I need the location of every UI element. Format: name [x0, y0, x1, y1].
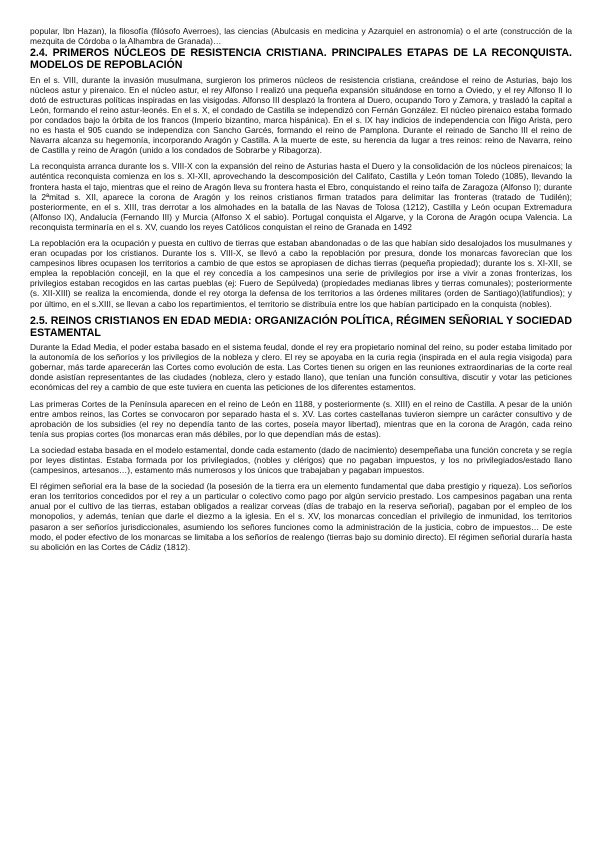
section-2-5-paragraph: Las primeras Cortes de la Península aparecen en el reino de León en 1188, y posteriormente (s. XIII) en el reino de Castilla. A pesar de la unión entre ambos reinos, las Cortes se convocaron por separado hasta el s. XV. Las cortes castellanas tuvieron siempre un carácter consultivo y de aprobación de los subsidies (el rey no dependía tanto de las cortes, poseía mayor libertad), mientras que en la corona de Aragón, cada reino tenía sus propias cortes (los monarcas eran más débiles, por lo que dependían más de estas).: [30, 398, 572, 439]
section-2-4-paragraph: La repoblación era la ocupación y puesta en cultivo de tierras que estaban abandonadas o de las que habían sido desalojados los musulmanes y eran ocupadas por los cristianos. Durante los s. VIII-X, se llevó a cabo la repoblación por presura, donde los monarcas favorecían que los campesinos libres ocupasen los territorios a cambio de que estos se apropiasen de dichas tierras (pequeña propiedad); durante los s. XI-XII, se emplea la repoblación concejil, en la que el rey concedía a los campesinos una serie de privilegios por irse a vivir a zonas fronterizas, los privilegios estaban recogidos en las cartas pueblas (ej: Fuero de Sepúlveda) (propiedades medianas libres y tierras comunales); posteriormente (s. XII-XIII) se realiza la encomienda, donde el rey otorga la defensa de los territorios a las órdenes militares (orden de Santiago)(latifundios); y por último, en el s.XIII, se llevan a cabo los repartimientos, el territorio se distribuía entre los que habían participado en la conquista (nobles).: [30, 238, 572, 309]
section-2-4-paragraph: La reconquista arranca durante los s. VIII-X con la expansión del reino de Asturias hasta el Duero y la consolidación de los núcleos pirenaicos; la auténtica reconquista comienza en los s. XI-XII, aprovechando la descomposición del Califato, Castilla y León toman Toledo (1085), llevando la frontera hasta el tajo, mientras que el reino de Aragón lleva su frontera hasta el Ebro, conquistando el reino taifa de Zaragoza (Alfonso I); durante la 2ªmitad s. XII, aparece la corona de Aragón y los reinos cristianos firman tratados para delimitar las fronteras (tratado de Tudilén); posteriormente, en el s. XIII, tras derrotar a los almohades en la batalla de las Navas de Tolosa (1212), Castilla y León ocupan Extremadura (Alfonso IX), Andalucía (Fernando III) y Murcia (Alfonso X el sabio). Portugal conquista el Algarve, y la Corona de Aragón ocupa Valencia. La reconquista terminaría en el s. XV, cuando los reyes Católicos conquistan el reino de Granada en 1492: [30, 161, 572, 232]
section-2-5-heading: 2.5. REINOS CRISTIANOS EN EDAD MEDIA: ORGANIZACIÓN POLÍTICA, RÉGIMEN SEÑORIAL Y SOCIEDAD ESTAMENTAL: [30, 314, 572, 339]
section-2-5-paragraph: La sociedad estaba basada en el modelo estamental, donde cada estamento (dado de nacimiento) desempeñaba una función concreta y se regía por leyes distintas. Estaba formada por los privilegiados, (nobles y clérigos) que no pagaban impuestos, y los no privilegiados/estado llano (campesinos, artesanos…), estamento más numerosos y los únicos que trabajaban y pagaban impuestos.: [30, 444, 572, 476]
section-2-5-paragraph: Durante la Edad Media, el poder estaba basado en el sistema feudal, donde el rey era propietario nominal del reino, su poder estaba limitado por la autonomía de los señoríos y los privilegios de la nobleza y clero. El rey se apoyaba en la curia regia (inspirada en el aula regia visigoda) para gobernar, más tarde aparecerán las Cortes como evolución de esta. Las Cortes tienen su origen en las reuniones extraordinarias de la corte real donde asistían representantes de las ciudades (nobleza, clero y estado llano), que tenían una función consultiva, discutir y votar las peticiones económicas del rey a cambio de que este tuviera en cuenta las peticiones de los diferentes estamentos.: [30, 342, 572, 393]
section-2-4-heading: 2.4. PRIMEROS NÚCLEOS DE RESISTENCIA CRISTIANA. PRINCIPALES ETAPAS DE LA RECONQUISTA. MODELOS DE REPOBLACIÓN: [30, 47, 572, 72]
section-2-5-paragraph: El régimen señorial era la base de la sociedad (la posesión de la tierra era un elemento fundamental que daba prestigio y riqueza). Los señoríos eran los territorios concedidos por el rey a un particular o colectivo como pago por algún servicio prestado. Los campesinos pagaban una renta anual por el cultivo de las tierras, estaban obligados a realizar corveas (días de trabajo en la reserva señorial), pagaban por el empleo de los monopolios, y además, tenían que darle el diezmo a la iglesia. En el s. XV, los monarcas concedían el privilegio de inmunidad, los territorios pasaron a ser señoríos jurisdiccionales, asumiendo los señores funciones como la administración de la justicia, cobro de impuestos… De este modo, el poder efectivo de los monarcas se limitaba a los señoríos de realengo (tierras bajo su dominio directo). El régimen señorial duraría hasta su abolición en las Cortes de Cádiz (1812).: [30, 481, 572, 552]
section-2-4-paragraph: En el s. VIII, durante la invasión musulmana, surgieron los primeros núcleos de resistencia cristiana, creándose el reino de Asturias, bajo los núcleos astur y pirenaico. En el núcleo astur, el rey Alfonso I realizó una pequeña expansión situándose en torno a Oviedo, y el rey Alfonso II lo dotó de estructuras políticas inspiradas en las visigodas. Alfonso III desplazó la frontera al Duero, ocupando Toro y Zamora, y trasladó la capital a León, formando el reino astur-leonés. En el s. X, el condado de Castilla se independizó con Fernán González. El núcleo pirenaico estaba formado por condados bajo la órbita de los francos (Imperio bizantino, marca hispánica). En el s. IX hay indicios de independencia con Íñigo Arista, pero no es hasta el 905 cuando se independiza con Sancho Garcés, formando el reino de Pamplona. Durante el reinado de Sancho III el reino de Navarra alcanza su hegemonía, incorporando Aragón y Castilla. A la muerte de este, su herencia da lugar a tres reinos: reino de Navarra, reino de Castilla y reino de Aragón (unido a los condados de Sobrarbe y Ribagorza).: [30, 74, 572, 156]
intro-fragment: popular, Ibn Hazan), la filosofía (filósofo Averroes), las ciencias (Abulcasis en medicina y Azarquiel en astronomía) o el arte (construcción de la mezquita de Córdoba o la Alhambra de Granada)…: [30, 26, 572, 47]
